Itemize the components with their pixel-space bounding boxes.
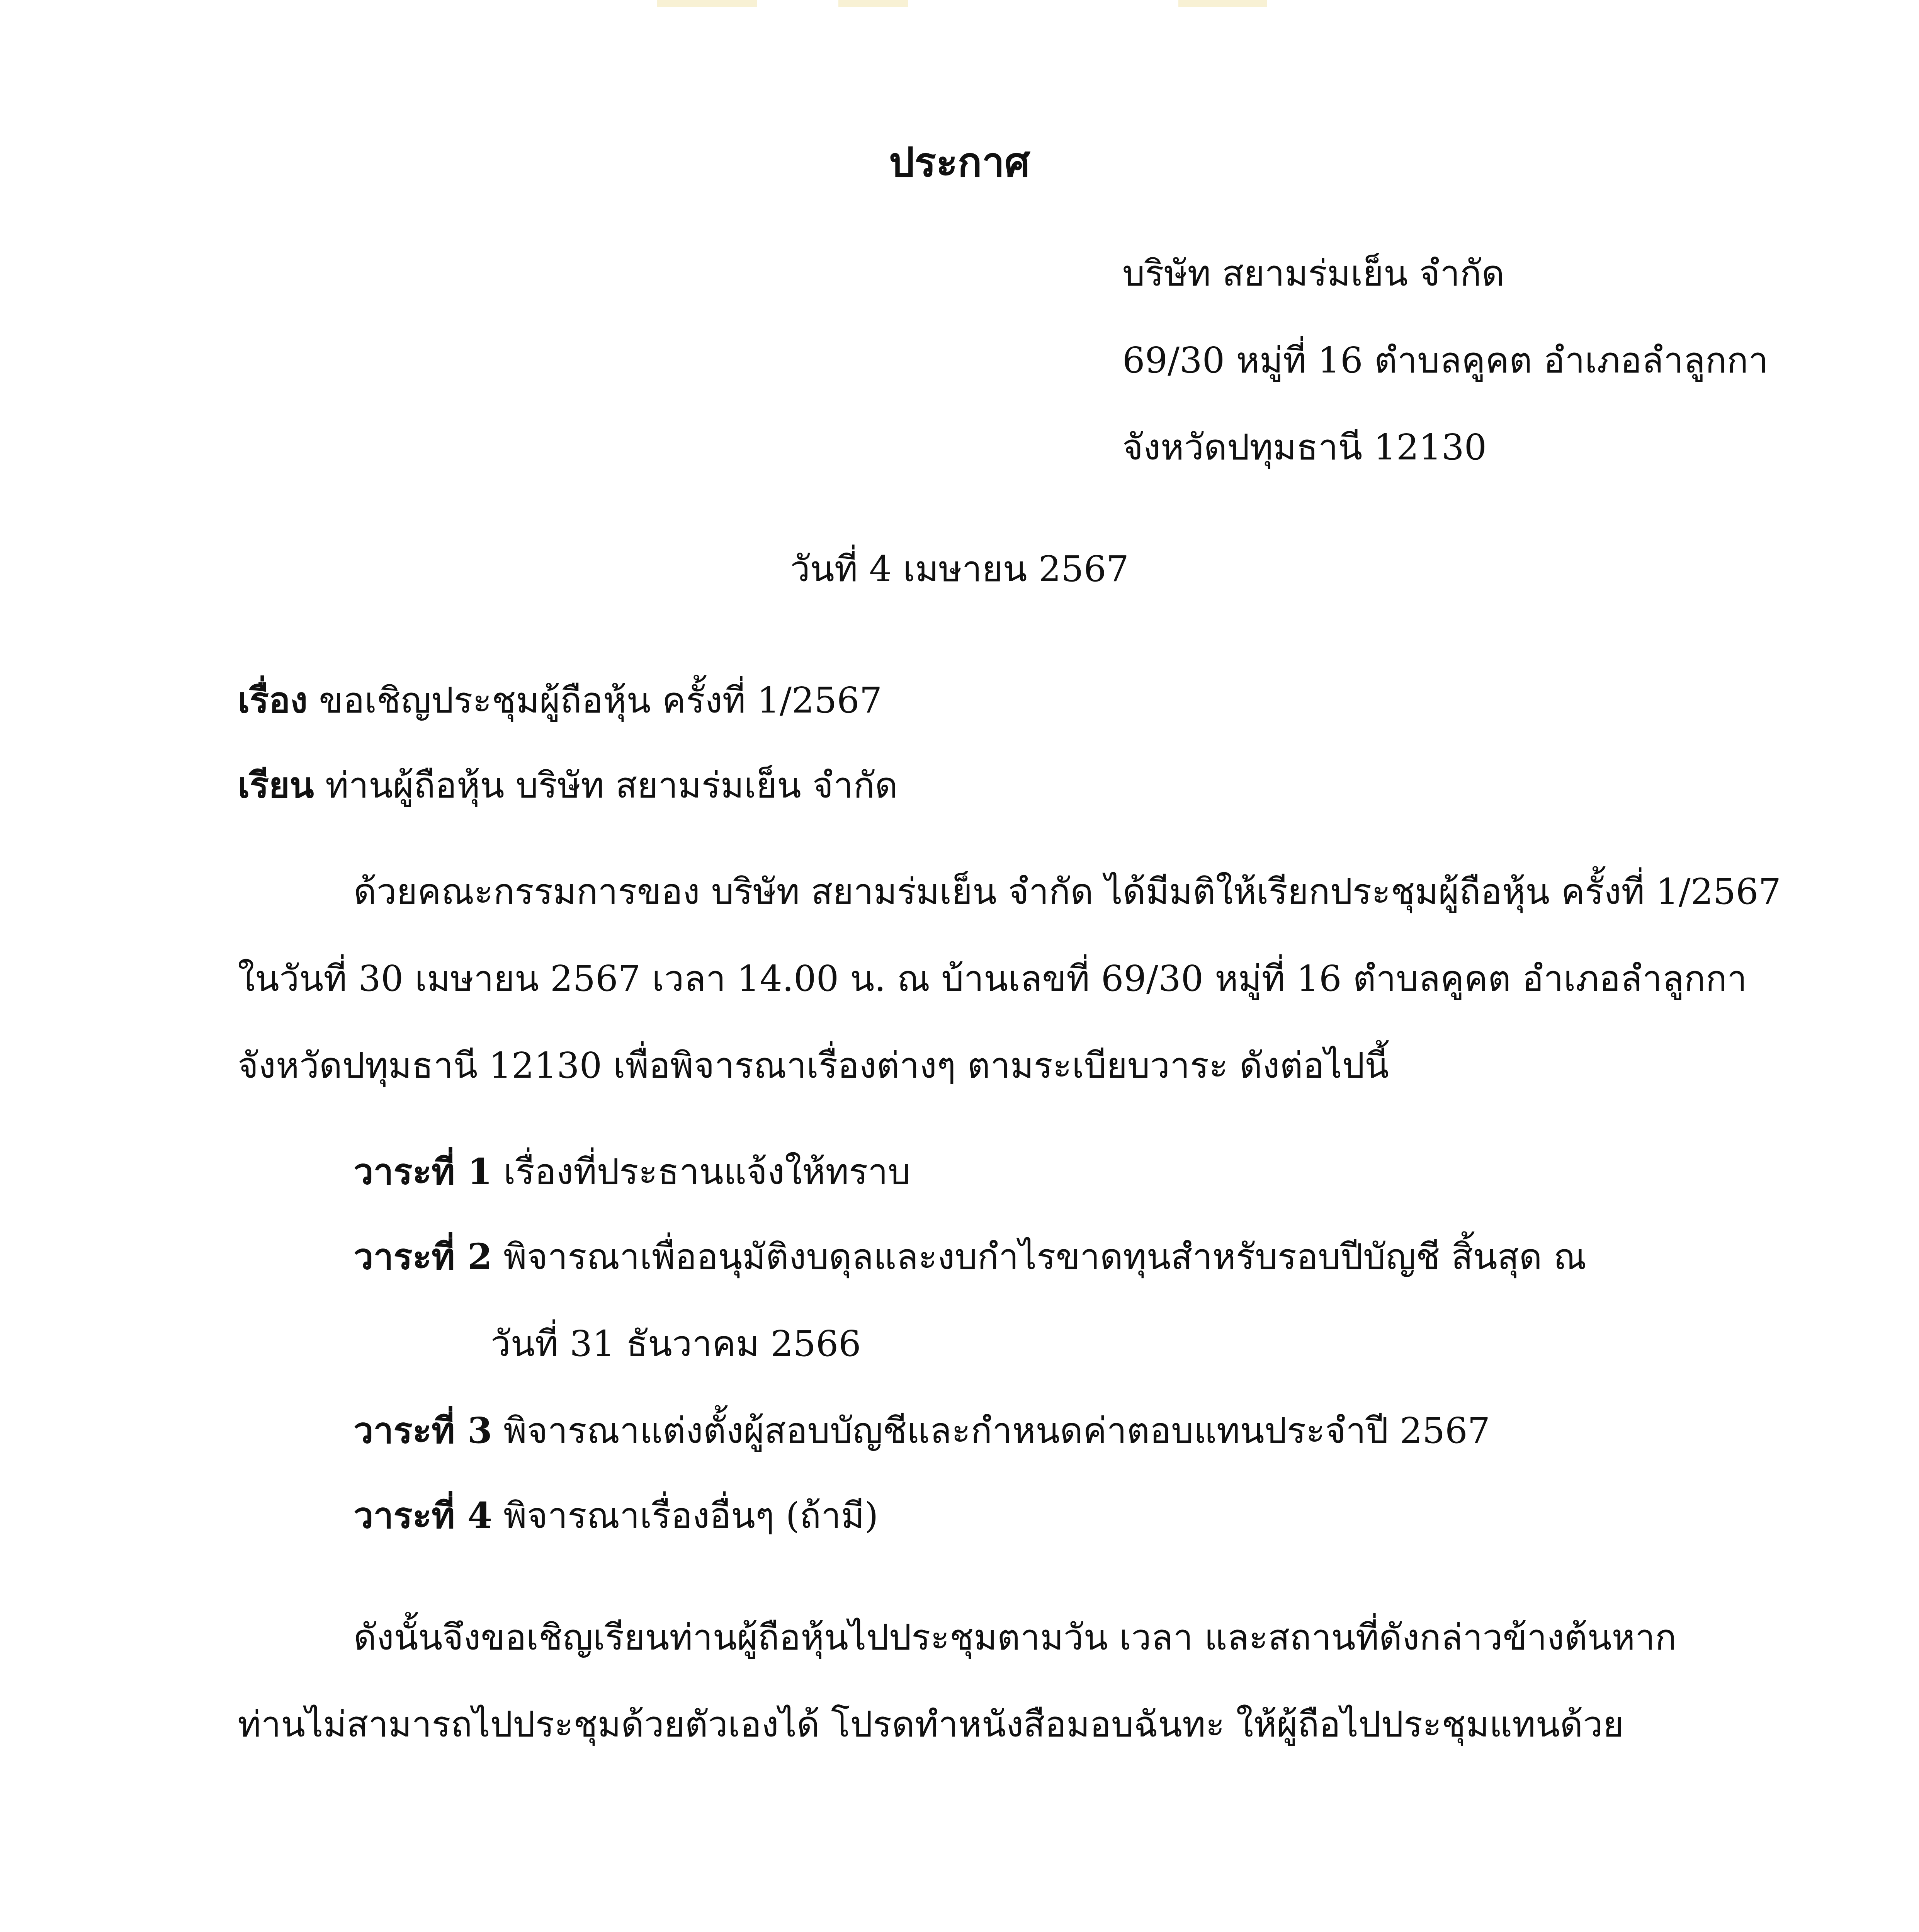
agenda-label: วาระที่ 3 xyxy=(354,1410,492,1451)
address-line-province: จังหวัดปทุมธานี 12130 xyxy=(1122,427,1487,468)
agenda-text: พิจารณาแต่งตั้งผู้สอบบัญชีและกำหนดค่าตอบแทนประจำปี 2567 xyxy=(503,1410,1491,1451)
agenda-item-3 xyxy=(354,1408,1490,1453)
address-line-company: บริษัท สยามร่มเย็น จำกัด xyxy=(1122,253,1505,294)
paragraph-line: ดังนั้นจึงขอเชิญเรียนท่านผู้ถือหุ้นไปประชุมตามวัน เวลา และสถานที่ดังกล่าวข้างต้นหาก xyxy=(354,1617,1677,1658)
agenda-text: พิจารณาเรื่องอื่นๆ (ถ้ามี) xyxy=(503,1495,879,1536)
subject-label: เรื่อง xyxy=(238,679,308,721)
paragraph-line: จังหวัดปทุมธานี 12130 เพื่อพิจารณาเรื่องต่างๆ ตามระเบียบวาระ ดังต่อไปนี้ xyxy=(238,1045,1389,1086)
document-title: ประกาศ xyxy=(889,138,1030,186)
agenda-item-1 xyxy=(354,1150,911,1194)
address-line-street: 69/30 หมู่ที่ 16 ตำบลคูคต อำเภอลำลูกกา xyxy=(1122,340,1768,381)
scan-mark xyxy=(1178,0,1267,7)
salutation-text: ท่านผู้ถือหุ้น บริษัท สยามร่มเย็น จำกัด xyxy=(325,765,898,806)
agenda-text: เรื่องที่ประธานแจ้งให้ทราบ xyxy=(503,1151,911,1192)
agenda-item-4 xyxy=(354,1493,878,1538)
scan-mark xyxy=(838,0,908,7)
paragraph-line: ท่านไม่สามารถไปประชุมด้วยตัวเองได้ โปรดทำหนังสือมอบฉันทะ ให้ผู้ถือไปประชุมแทนด้วย xyxy=(238,1704,1624,1745)
agenda-text: พิจารณาเพื่ออนุมัติงบดุลและงบกำไรขาดทุนสำหรับรอบปีบัญชี สิ้นสุด ณ xyxy=(503,1236,1587,1277)
agenda-label: วาระที่ 2 xyxy=(354,1236,492,1277)
subject-line xyxy=(238,678,882,723)
subject-text: ขอเชิญประชุมผู้ถือหุ้น ครั้งที่ 1/2567 xyxy=(319,680,882,721)
salutation-label: เรียน xyxy=(238,764,314,806)
paragraph-line: ในวันที่ 30 เมษายน 2567 เวลา 14.00 น. ณ บ้านเลขที่ 69/30 หมู่ที่ 16 ตำบลคูคต อำเภอลำลูกกา xyxy=(238,958,1747,999)
document-date: วันที่ 4 เมษายน 2567 xyxy=(790,548,1129,590)
salutation-line xyxy=(238,763,898,808)
agenda-label: วาระที่ 4 xyxy=(354,1495,492,1536)
agenda-item-2-continuation: วันที่ 31 ธันวาคม 2566 xyxy=(491,1323,861,1364)
agenda-label: วาระที่ 1 xyxy=(354,1151,492,1192)
paragraph-line: ด้วยคณะกรรมการของ บริษัท สยามร่มเย็น จำกัด ได้มีมติให้เรียกประชุมผู้ถือหุ้น ครั้งที่ 1/2567 xyxy=(354,871,1781,912)
scan-mark xyxy=(657,0,757,7)
agenda-item-2 xyxy=(354,1235,1586,1279)
